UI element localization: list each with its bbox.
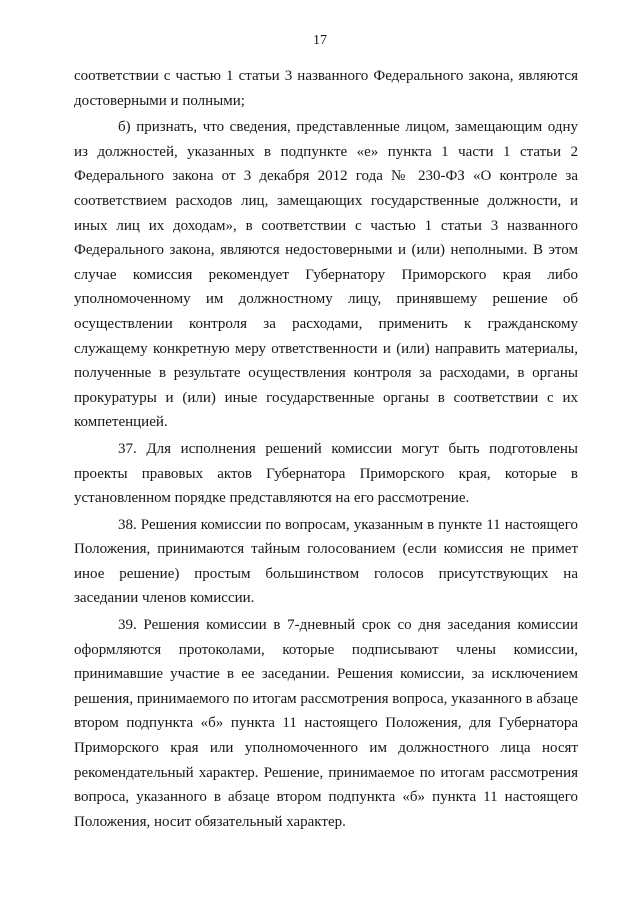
paragraph-37: 37. Для исполнения решений комиссии могут быть подготовлены проекты правовых актов Губернатора Приморского края, которые в установленном порядке представляются на его рассмотрение. xyxy=(74,440,578,507)
paragraph-39: 39. Решения комиссии в 7-дневный срок со дня заседания комиссии оформляются протоколами, которые подписывают члены комиссии, принимавшие участие в ее заседании. Решения комиссии, за исключением решения, принимаемого по итогам рассмотрения вопроса, указанного в абзаце втором подпункта «б» пункта 11 настоящего Положения, для Губернатора Приморского края или уполномоченного им должностного лица носят рекомендательный характер. Решение, принимаемое по итогам рассмотрения вопроса, указанного в абзаце втором подпункта «б» пункта 11 настоящего Положения, носит обязательный характер. xyxy=(74,617,578,830)
page-number: 17 xyxy=(313,33,327,48)
paragraph-38: 38. Решения комиссии по вопросам, указанным в пункте 11 настоящего Положения, принимаются тайным голосованием (если комиссия не примет иное решение) простым большинством голосов присутствующих на заседании членов комиссии. xyxy=(74,516,578,607)
document-body xyxy=(74,64,578,834)
paragraph-continuation: соответствии с частью 1 статьи 3 названного Федерального закона, являются достоверными и полными; xyxy=(74,68,578,109)
paragraph-subpoint-b: б) признать, что сведения, представленные лицом, замещающим одну из должностей, указанных в подпункте «е» пункта 1 части 1 статьи 2 Федерального закона от 3 декабря 2012 года № 230-ФЗ «О контроле за соответствием расходов лиц, замещающих государственные должности, и иных лиц их доходам», в соответствии с частью 1 статьи 3 названного Федерального закона, являются недостоверными и (или) неполными. В этом случае комиссия рекомендует Губернатору Приморского края либо уполномоченному им должностному лицу, принявшему решение об осуществлении контроля за расходами, применить к гражданскому служащему конкретную меру ответственности и (или) направить материалы, полученные в результате осуществления контроля за расходами, в органы прокуратуры и (или) иные государственные органы в соответствии с их компетенцией. xyxy=(74,119,578,431)
